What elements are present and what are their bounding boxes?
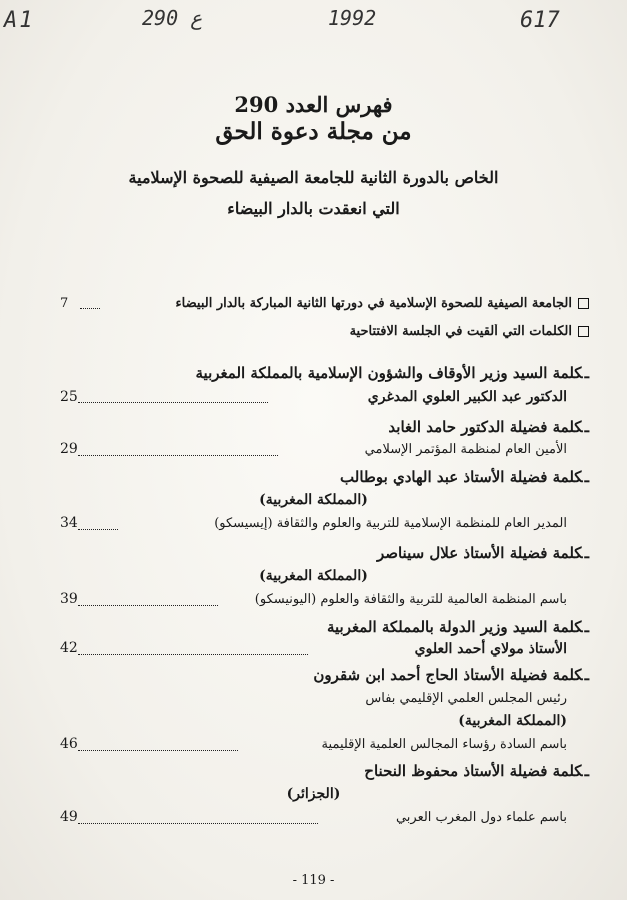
leader-dots xyxy=(78,654,308,655)
entry-detail: الدكتور عبد الكبير العلوي المدغري xyxy=(367,389,567,405)
entry-country: (المملكة المغربية) xyxy=(458,713,567,729)
leader-dots xyxy=(78,605,218,606)
entry-title: كلمة السيد وزير الدولة بالمملكة المغربية xyxy=(326,618,583,636)
entry-country: (الجزائر) xyxy=(286,786,341,802)
page-number: 39 xyxy=(60,591,78,607)
leader-dots xyxy=(78,750,238,751)
section-label: الجامعة الصيفية للصحوة الإسلامية في دورتها الثانية المباركة بالدار البيضاء xyxy=(175,296,572,311)
page-number: 29 xyxy=(60,441,78,457)
page-title: فهرس العدد 290 xyxy=(234,92,393,117)
page-number: 42 xyxy=(60,640,78,656)
section-label: الكلمات التي ألقيت في الجلسة الافتتاحية xyxy=(349,324,572,339)
leader-dots xyxy=(78,529,118,530)
leader-dots xyxy=(78,402,268,403)
entry-title: كلمة فضيلة الأستاذ علال سيناصر xyxy=(376,544,583,562)
page-title-line2: من مجلة دعوة الحق xyxy=(215,118,412,145)
section-item xyxy=(60,296,589,311)
leader-dots xyxy=(78,823,318,824)
list-item: ـكلمة فضيلة الأستاذ محفوظ النحناح xyxy=(364,762,589,780)
page-number: 49 xyxy=(60,809,78,825)
page-number: 25 xyxy=(60,389,78,405)
list-item: ـكلمة السيد وزير الأوقاف والشؤون الإسلامية بالمملكة المغربية xyxy=(195,364,589,382)
subtitle: الخاص بالدورة الثانية للجامعة الصيفية للصحوة الإسلامية xyxy=(128,168,499,187)
list-item: ـكلمة السيد وزير الدولة بالمملكة المغربية xyxy=(326,618,589,636)
entry-country: (المملكة المغربية) xyxy=(259,568,368,584)
entry-country: (المملكة المغربية) xyxy=(259,492,368,508)
entry-detail: باسم السادة رؤساء المجالس العلمية الإقليمية xyxy=(321,737,567,752)
list-item: ـكلمة فضيلة الأستاذ الحاج أحمد ابن شقرون xyxy=(313,666,589,684)
list-item: ـكلمة فضيلة الأستاذ عبد الهادي بوطالب xyxy=(340,468,589,486)
page-footer-number: - 119 - xyxy=(292,873,335,888)
entry-title: كلمة فضيلة الأستاذ محفوظ النحناح xyxy=(364,762,583,780)
page-number: 7 xyxy=(60,296,69,311)
checkbox-square-icon xyxy=(578,298,589,309)
entry-title: كلمة فضيلة الأستاذ الحاج أحمد ابن شقرون xyxy=(313,666,583,684)
entry-line2: رئيس المجلس العلمي الإقليمي بفاس xyxy=(365,691,567,706)
entry-detail: باسم علماء دول المغرب العربي xyxy=(395,810,567,825)
list-item: ـكلمة فضيلة الأستاذ علال سيناصر xyxy=(376,544,589,562)
leader-dots xyxy=(80,308,100,309)
page-number: 34 xyxy=(60,515,78,531)
handwritten-issue: 290 ع xyxy=(142,6,203,30)
list-item: ـكلمة فضيلة الدكتور حامد الغابد xyxy=(388,418,589,436)
subtitle-line2: التي انعقدت بالدار البيضاء xyxy=(227,199,400,218)
entry-detail: باسم المنظمة العالمية للتربية والثقافة والعلوم (اليونيسكو) xyxy=(254,592,567,607)
entry-detail: الأمين العام لمنظمة المؤتمر الإسلامي xyxy=(364,442,567,457)
page-number: 46 xyxy=(60,736,78,752)
entry-title: كلمة السيد وزير الأوقاف والشؤون الإسلامية بالمملكة المغربية xyxy=(195,364,583,382)
section-item xyxy=(60,324,589,339)
handwritten-a1: A1 xyxy=(4,8,35,33)
entry-detail: المدير العام للمنظمة الإسلامية للتربية والعلوم والثقافة (إيسيسكو) xyxy=(214,516,567,531)
entry-title: كلمة فضيلة الدكتور حامد الغابد xyxy=(388,418,583,436)
entry-title: كلمة فضيلة الأستاذ عبد الهادي بوطالب xyxy=(340,468,583,486)
handwritten-year: 1992 xyxy=(328,6,377,30)
entry-detail: الأستاذ مولاي أحمد العلوي xyxy=(414,641,567,657)
checkbox-square-icon xyxy=(578,326,589,337)
handwritten-code: 617 xyxy=(520,8,560,33)
leader-dots xyxy=(78,455,278,456)
